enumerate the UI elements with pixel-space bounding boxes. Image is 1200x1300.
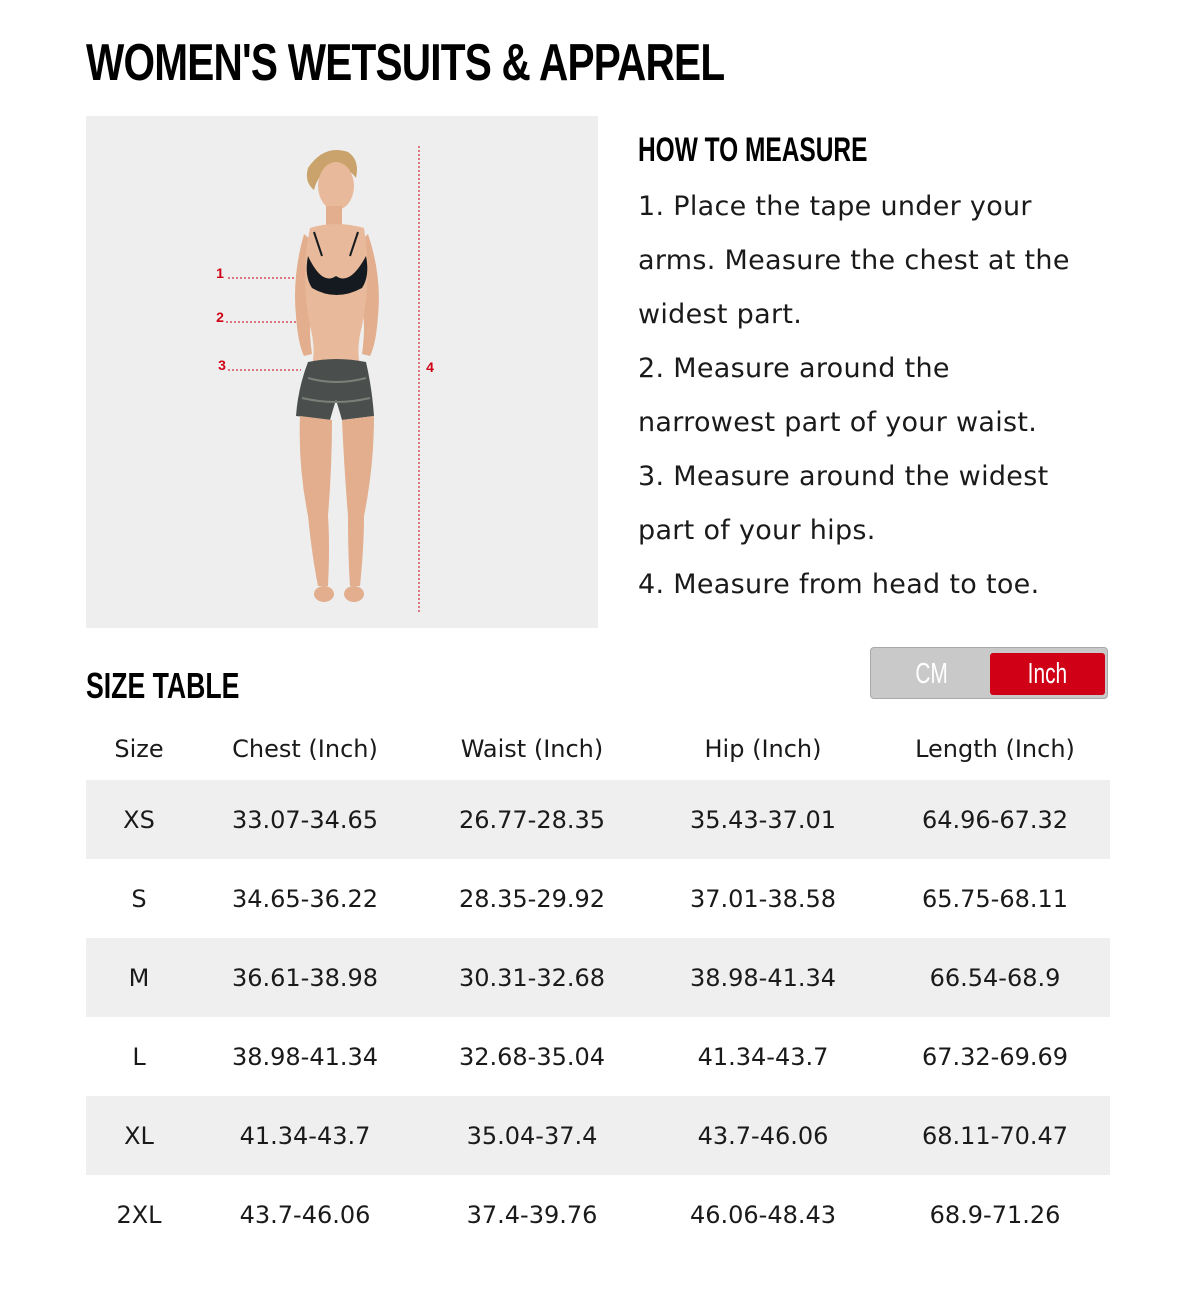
size-cell: 2XL [116,1200,162,1229]
marker-height: 4 [426,359,434,375]
waist-cell: 35.04-37.4 [418,1096,646,1175]
column-header-hip: Hip (Inch) [704,735,822,763]
marker-hip: 3 [218,357,226,373]
column-header-waist: Waist (Inch) [460,735,604,763]
hip-cell: 38.98-41.34 [646,938,880,1017]
how-to-measure-heading: HOW TO MEASURE [638,131,868,169]
hip-cell: 46.06-48.43 [689,1200,837,1229]
unit-option-inch[interactable]: Inch [990,653,1105,695]
hip-cell: 43.7-46.06 [646,1096,880,1175]
chest-cell: 43.7-46.06 [239,1200,371,1229]
size-table-header-row [86,718,1110,780]
unit-toggle[interactable] [870,647,1108,699]
size-cell: XS [86,780,192,859]
chest-cell: 36.61-38.98 [192,938,418,1017]
table-row [86,1017,1110,1096]
length-cell: 67.32-69.69 [921,1042,1069,1071]
table-row [86,780,1110,859]
model-silhouette [295,150,379,602]
waist-cell: 32.68-35.04 [458,1042,606,1071]
unit-option-cm[interactable]: CM [915,658,949,690]
table-row [86,938,1110,1017]
measure-steps-list [638,180,1118,612]
hip-cell: 35.43-37.01 [646,780,880,859]
marker-waist: 2 [216,309,224,325]
size-table [86,718,1110,1254]
size-cell: L [132,1042,146,1071]
hip-cell: 37.01-38.58 [689,884,837,913]
column-header-chest: Chest (Inch) [232,735,378,763]
measure-step-line: arms. Measure the chest at the [638,245,1070,276]
chest-cell: 38.98-41.34 [231,1042,379,1071]
length-cell: 65.75-68.11 [921,884,1069,913]
size-cell: S [131,884,147,913]
how-to-measure-section [638,128,1118,612]
column-header-length: Length (Inch) [915,735,1075,763]
model-measurement-figure [86,116,598,628]
table-row [86,1096,1110,1175]
hip-cell: 41.34-43.7 [697,1042,829,1071]
model-illustration [86,116,598,628]
chest-cell: 41.34-43.7 [192,1096,418,1175]
page-title: WOMEN'S WETSUITS & APPAREL [86,34,725,92]
waist-cell: 28.35-29.92 [458,884,606,913]
waist-cell: 30.31-32.68 [418,938,646,1017]
table-row [86,859,1110,938]
size-cell: XL [86,1096,192,1175]
measure-step-line: 2. Measure around the [638,353,950,384]
measure-step-line: narrowest part of your waist. [638,407,1038,438]
size-table-title: SIZE TABLE [86,665,240,706]
size-cell: M [86,938,192,1017]
length-cell: 64.96-67.32 [880,780,1110,859]
length-cell: 66.54-68.9 [880,938,1110,1017]
measure-step-line: 3. Measure around the widest [638,461,1049,492]
waist-cell: 26.77-28.35 [418,780,646,859]
table-row [86,1175,1110,1254]
measure-step-line: 4. Measure from head to toe. [638,569,1040,600]
waist-cell: 37.4-39.76 [466,1200,598,1229]
length-cell: 68.9-71.26 [929,1200,1061,1229]
measure-step-line: widest part. [638,299,803,330]
marker-chest: 1 [216,265,224,281]
chest-cell: 34.65-36.22 [231,884,379,913]
measure-step-line: 1. Place the tape under your [638,191,1032,222]
chest-cell: 33.07-34.65 [192,780,418,859]
column-header-size: Size [114,735,164,763]
measure-step-line: part of your hips. [638,515,876,546]
length-cell: 68.11-70.47 [880,1096,1110,1175]
